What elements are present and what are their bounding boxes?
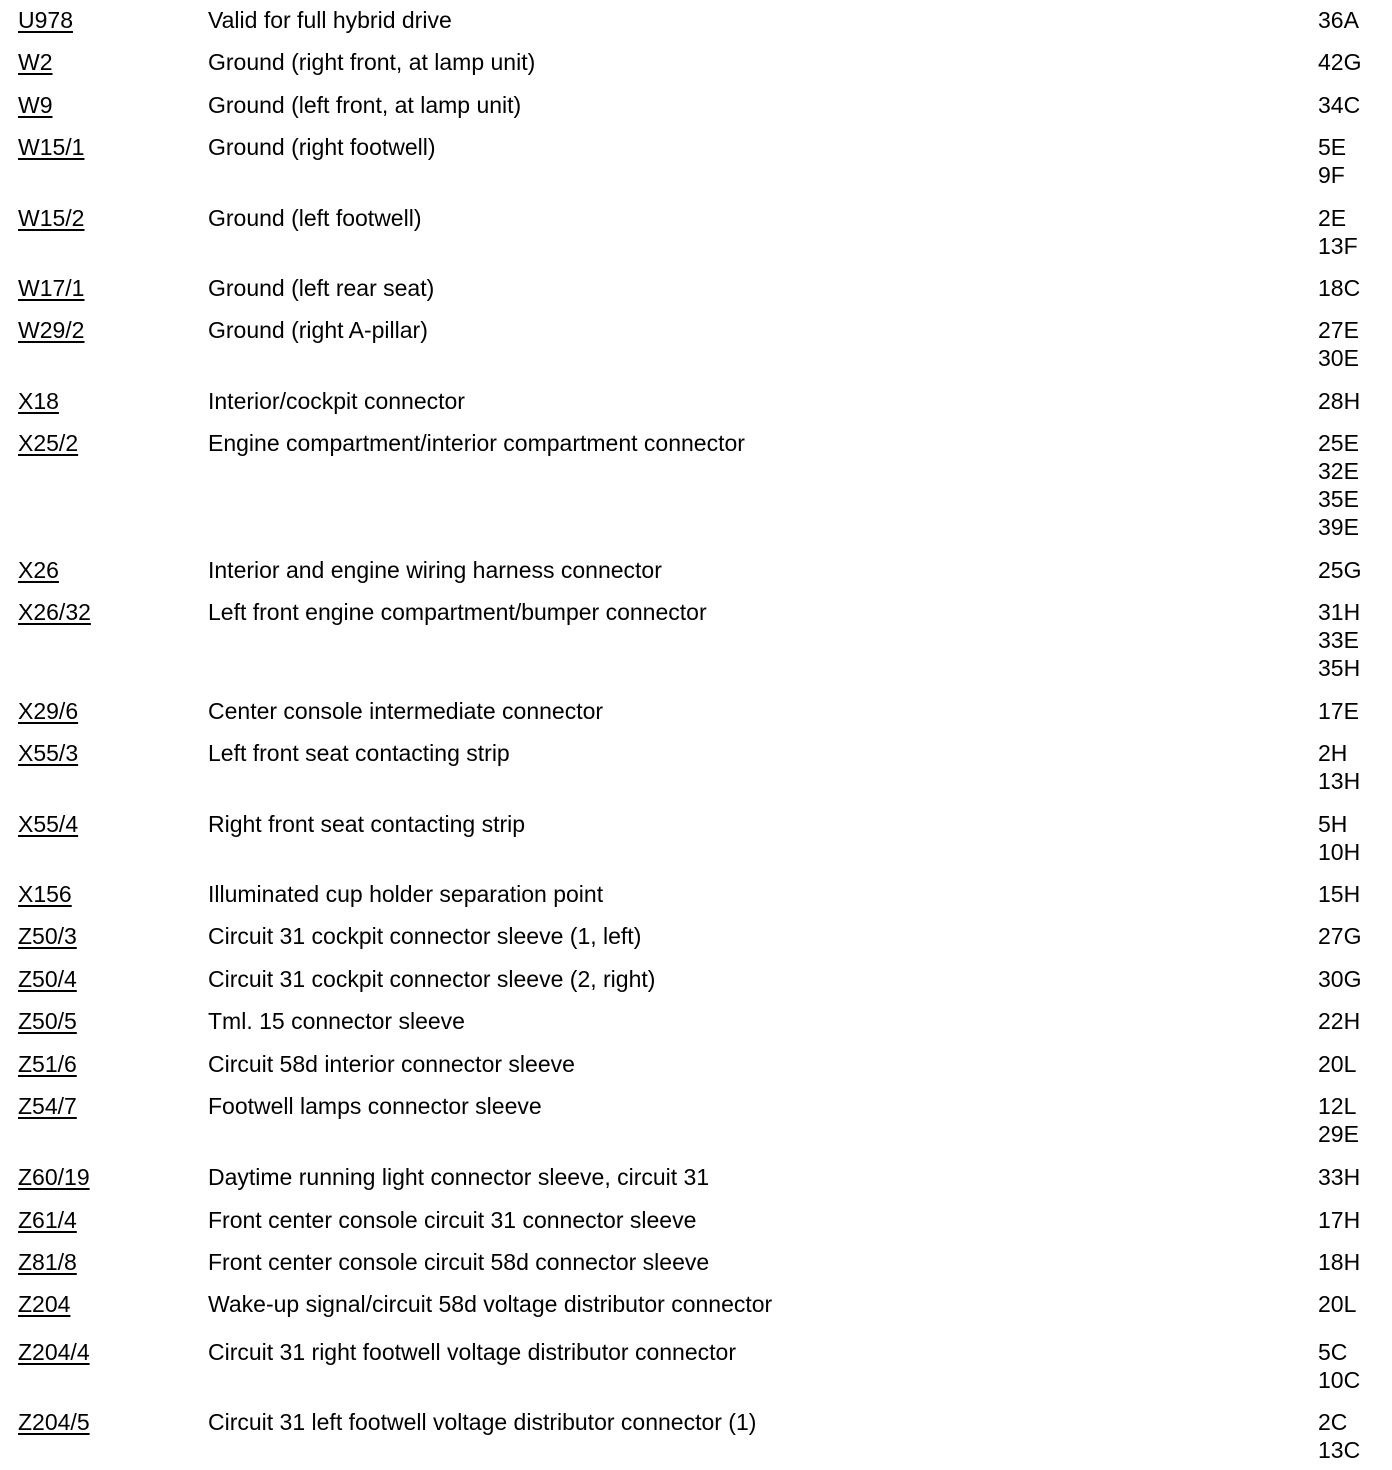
grid-reference[interactable]: 27G	[1318, 923, 1362, 949]
grid-reference[interactable]: 25E	[1318, 430, 1359, 456]
grid-reference[interactable]: 39E	[1318, 514, 1359, 540]
grid-references	[1318, 880, 1360, 908]
grid-reference[interactable]: 2H	[1318, 740, 1348, 766]
component-code-link[interactable]: Z50/4	[18, 966, 77, 992]
component-description: Left front engine compartment/bumper connector	[208, 599, 707, 625]
component-code-link[interactable]: X26	[18, 557, 59, 583]
grid-reference[interactable]: 29E	[1318, 1121, 1359, 1147]
component-code-link[interactable]: W29/2	[18, 317, 85, 343]
grid-references	[1318, 697, 1359, 725]
grid-references	[1318, 91, 1360, 119]
grid-references	[1318, 133, 1346, 189]
component-code-link[interactable]: Z50/3	[18, 923, 77, 949]
component-description: Circuit 31 left footwell voltage distributor connector (1)	[208, 1409, 757, 1435]
component-description: Circuit 58d interior connector sleeve	[208, 1051, 575, 1077]
component-code-link[interactable]: Z61/4	[18, 1207, 77, 1233]
grid-references	[1318, 6, 1359, 34]
component-code-link[interactable]: Z204/4	[18, 1339, 90, 1365]
component-code-link[interactable]: Z51/6	[18, 1051, 77, 1077]
grid-reference[interactable]: 34C	[1318, 92, 1361, 118]
component-description: Front center console circuit 31 connector sleeve	[208, 1207, 697, 1233]
component-description: Ground (left footwell)	[208, 205, 422, 231]
grid-references	[1318, 204, 1358, 260]
grid-reference[interactable]: 5E	[1318, 134, 1347, 160]
grid-reference[interactable]: 22H	[1318, 1008, 1361, 1034]
component-code-link[interactable]: X25/2	[18, 430, 79, 456]
grid-reference[interactable]: 31H	[1318, 599, 1361, 625]
grid-reference[interactable]: 27E	[1318, 317, 1359, 343]
grid-reference[interactable]: 36A	[1318, 7, 1359, 33]
component-description: Ground (right A-pillar)	[208, 317, 428, 343]
component-code-link[interactable]: W15/2	[18, 205, 85, 231]
component-description: Wake-up signal/circuit 58d voltage distributor connector	[208, 1291, 773, 1317]
component-code-link[interactable]: W15/1	[18, 134, 85, 160]
grid-references	[1318, 598, 1360, 682]
component-description: Engine compartment/interior compartment connector	[208, 430, 745, 456]
component-code-link[interactable]: Z81/8	[18, 1249, 77, 1275]
component-description: Right front seat contacting strip	[208, 811, 526, 837]
component-code-link[interactable]: Z54/7	[18, 1093, 77, 1119]
grid-reference[interactable]: 20L	[1318, 1051, 1357, 1077]
grid-reference[interactable]: 10C	[1318, 1367, 1361, 1393]
grid-references	[1318, 429, 1359, 541]
grid-references	[1318, 1290, 1356, 1318]
grid-reference[interactable]: 20L	[1318, 1291, 1357, 1317]
component-code-link[interactable]: Z50/5	[18, 1008, 77, 1034]
grid-reference[interactable]: 32E	[1318, 458, 1359, 484]
component-code-link[interactable]: W9	[18, 92, 53, 118]
component-description: Front center console circuit 58d connector sleeve	[208, 1249, 710, 1275]
grid-references	[1318, 316, 1359, 372]
grid-reference[interactable]: 33E	[1318, 627, 1359, 653]
grid-references	[1318, 1092, 1359, 1148]
grid-reference[interactable]: 30E	[1318, 345, 1359, 371]
grid-reference[interactable]: 25G	[1318, 557, 1362, 583]
grid-reference[interactable]: 13F	[1318, 233, 1358, 259]
grid-references	[1318, 810, 1360, 866]
component-description: Valid for full hybrid drive	[208, 7, 452, 33]
component-code-link[interactable]: X26/32	[18, 599, 91, 625]
grid-references	[1318, 1050, 1356, 1078]
grid-references	[1318, 922, 1361, 950]
component-code-link[interactable]: X156	[18, 881, 72, 907]
component-code-link[interactable]: X18	[18, 388, 59, 414]
grid-references	[1318, 1206, 1360, 1234]
grid-reference[interactable]: 9F	[1318, 162, 1345, 188]
grid-reference[interactable]: 17H	[1318, 1207, 1361, 1233]
component-description: Footwell lamps connector sleeve	[208, 1093, 542, 1119]
grid-reference[interactable]: 18H	[1318, 1249, 1361, 1275]
component-description: Circuit 31 right footwell voltage distributor connector	[208, 1339, 736, 1365]
component-description: Circuit 31 cockpit connector sleeve (1, left)	[208, 923, 642, 949]
grid-reference[interactable]: 13H	[1318, 768, 1361, 794]
grid-reference[interactable]: 12L	[1318, 1093, 1357, 1119]
component-description: Ground (right footwell)	[208, 134, 436, 160]
component-code-link[interactable]: Z204	[18, 1291, 71, 1317]
grid-reference[interactable]: 10H	[1318, 839, 1361, 865]
grid-references	[1318, 965, 1361, 993]
component-description: Ground (left front, at lamp unit)	[208, 92, 522, 118]
grid-reference[interactable]: 5C	[1318, 1339, 1348, 1365]
component-code-link[interactable]: W17/1	[18, 275, 85, 301]
grid-reference[interactable]: 18C	[1318, 275, 1361, 301]
grid-reference[interactable]: 15H	[1318, 881, 1361, 907]
grid-reference[interactable]: 5H	[1318, 811, 1348, 837]
component-description: Circuit 31 cockpit connector sleeve (2, right)	[208, 966, 656, 992]
component-description: Illuminated cup holder separation point	[208, 881, 604, 907]
component-description: Center console intermediate connector	[208, 698, 604, 724]
grid-reference[interactable]: 30G	[1318, 966, 1362, 992]
component-code-link[interactable]: W2	[18, 49, 53, 75]
grid-references	[1318, 274, 1360, 302]
component-code-link[interactable]: X29/6	[18, 698, 79, 724]
component-code-link[interactable]: Z204/5	[18, 1409, 90, 1435]
grid-references	[1318, 1007, 1360, 1035]
grid-reference[interactable]: 2E	[1318, 205, 1347, 231]
grid-references	[1318, 387, 1360, 415]
grid-references	[1318, 1408, 1360, 1464]
component-description: Daytime running light connector sleeve, circuit 31	[208, 1164, 710, 1190]
grid-reference[interactable]: 33H	[1318, 1164, 1361, 1190]
component-code-link[interactable]: U978	[18, 7, 73, 33]
component-description: Left front seat contacting strip	[208, 740, 510, 766]
grid-reference[interactable]: 35E	[1318, 486, 1359, 512]
grid-references	[1318, 1248, 1360, 1276]
component-description: Interior and engine wiring harness connector	[208, 557, 662, 583]
grid-reference[interactable]: 2C	[1318, 1409, 1348, 1435]
component-description: Ground (right front, at lamp unit)	[208, 49, 536, 75]
component-code-link[interactable]: X55/3	[18, 740, 79, 766]
component-code-link[interactable]: X55/4	[18, 811, 79, 837]
grid-reference[interactable]: 35H	[1318, 655, 1361, 681]
grid-references	[1318, 556, 1361, 584]
component-description: Interior/cockpit connector	[208, 388, 465, 414]
component-description: Ground (left rear seat)	[208, 275, 435, 301]
component-code-link[interactable]: Z60/19	[18, 1164, 90, 1190]
component-description: Tml. 15 connector sleeve	[208, 1008, 465, 1034]
grid-reference[interactable]: 42G	[1318, 49, 1362, 75]
grid-reference[interactable]: 17E	[1318, 698, 1359, 724]
grid-references	[1318, 739, 1360, 795]
grid-references	[1318, 48, 1361, 76]
grid-reference[interactable]: 28H	[1318, 388, 1361, 414]
grid-references	[1318, 1163, 1360, 1191]
grid-reference[interactable]: 13C	[1318, 1437, 1361, 1463]
grid-references	[1318, 1338, 1360, 1394]
